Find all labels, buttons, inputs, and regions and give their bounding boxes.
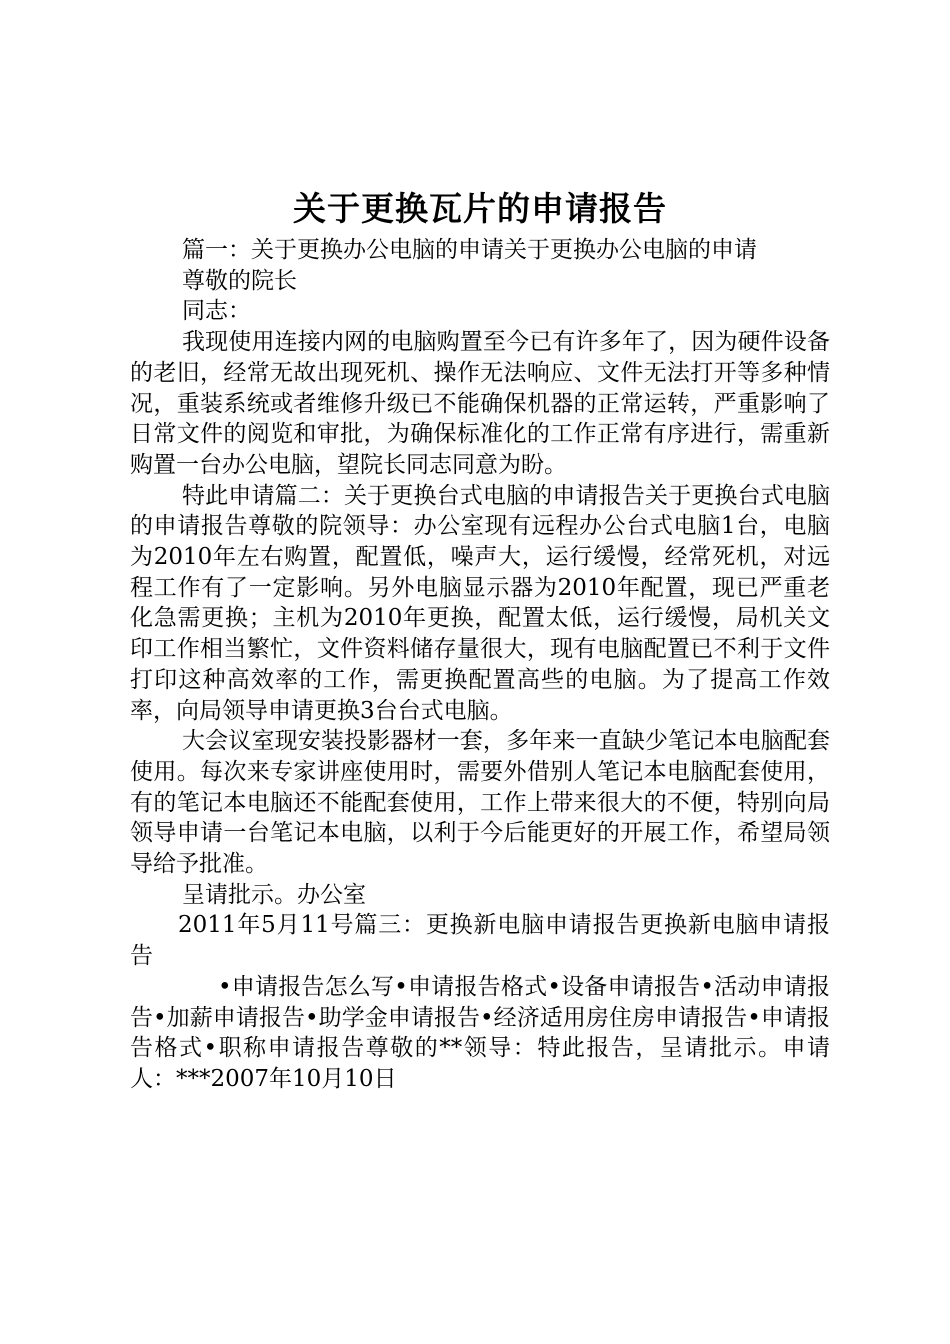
paragraph-body-three: 大会议室现安装投影器材一套，多年来一直缺少笔记本电脑配套使用。每次来专家讲座使用时，需要外借别人笔记本电脑配套使用，有的笔记本电脑还不能配套使用，工作上带来很大的不便，特别向局领导申请一台笔记本电脑，以利于今后能更好的开展工作，希望局领导给予批准。	[130, 728, 830, 878]
paragraph-heading-one: 篇一：关于更换办公电脑的申请关于更换办公电脑的申请	[182, 237, 757, 263]
paragraph-link-list: •申请报告怎么写•申请报告格式•设备申请报告•活动申请报告•加薪申请报告•助学金申请报告•经济适用房住房申请报告•申请报告格式•职称申请报告尊敬的**领导：特此报告，呈请批示。申请人：***2007年10月10日	[130, 973, 830, 1092]
paragraph-salutation-tail: 同志：	[182, 298, 251, 325]
paragraph-closing: 呈请批示。办公室	[182, 881, 366, 908]
paragraph-salutation: 尊敬的院长	[182, 267, 297, 294]
paragraph-body-one: 我现使用连接内网的电脑购置至今已有许多年了，因为硬件设备的老旧，经常无故出现死机、操作无法响应、文件无法打开等多种情况，重装系统或者维修升级已不能确保机器的正常运转，严重影响了日常文件的阅览和审批，为确保标准化的工作正常有序进行，需重新购置一台办公电脑，望院长同志同意为盼。	[130, 329, 830, 478]
paragraph-body-two: 特此申请篇二：关于更换台式电脑的申请报告关于更换台式电脑的申请报告尊敬的院领导：办公室现有远程办公台式电脑1台，电脑为2010年左右购置，配置低，噪声大，运行缓慢，经常死机，对远程工作有了一定影响。另外电脑显示器为2010年配置，现已严重老化急需更换；主机为2010年更换，配置太低，运行缓慢，局机关文印工作相当繁忙，文件资料储存量很大，现有电脑配置已不利于文件打印这种高效率的工作，需更换配置高些的电脑。为了提高工作效率，向局领导申请更换3台台式电脑。	[130, 482, 830, 724]
document-title: 关于更换瓦片的申请报告	[293, 189, 667, 228]
document-page	[130, 185, 830, 1095]
paragraph-date-heading-three: 2011年5月11号篇三：更换新电脑申请报告更换新电脑申请报告	[130, 912, 830, 970]
